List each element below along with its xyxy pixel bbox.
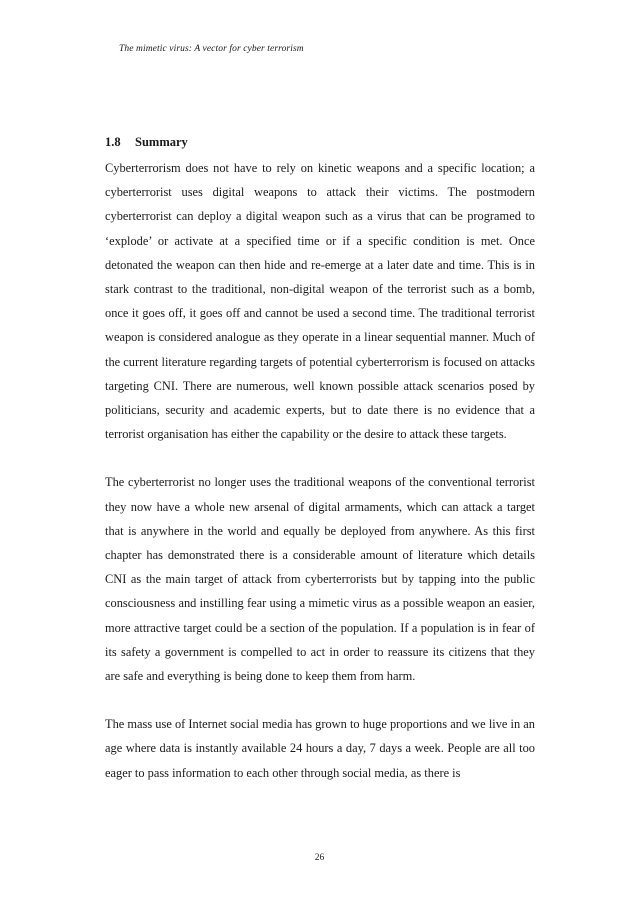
running-header: The mimetic virus: A vector for cyber terrorism <box>119 44 304 54</box>
paragraph-1: Cyberterrorism does not have to rely on kinetic weapons and a specific location; a cyberterrorist uses digital weapons to attack their victims. The postmodern cyberterrorist can deploy a digital weapon such as a virus that can be programed to ‘explode’ or activate at a specified time or if a specific condition is met. Once detonated the weapon can then hide and re-emerge at a later date and time. This is in stark contrast to the traditional, non-digital weapon of the terrorist such as a bomb, once it goes off, it goes off and cannot be used a second time. The traditional terrorist weapon is considered analogue as they operate in a linear sequential manner. Much of the current literature regarding targets of potential cyberterrorism is focused on attacks targeting CNI. There are numerous, well known possible attack scenarios posed by politicians, security and academic experts, but to date there is no evidence that a terrorist organisation has either the capability or the desire to attack these targets. <box>105 161 535 442</box>
page-number: 26 <box>314 853 325 863</box>
section-heading <box>105 132 535 152</box>
section-number: 1.8 <box>105 135 121 149</box>
page-body <box>105 132 535 809</box>
paragraph-2: The cyberterrorist no longer uses the traditional weapons of the conventional terrorist they now have a whole new arsenal of digital armaments, which can attack a target that is anywhere in the world and equally be deployed from anywhere. As this first chapter has demonstrated there is a considerable amount of literature which details CNI as the main target of attack from cyberterrorists but by tapping into the public consciousness and instilling fear using a mimetic virus as a possible weapon an easier, more attractive target could be a section of the population. If a population is in fear of its safety a government is compelled to act in order to reassure its citizens that they are safe and everything is being done to keep them from harm. <box>105 475 535 684</box>
section-title: Summary <box>135 135 188 149</box>
paragraph-3: The mass use of Internet social media has grown to huge proportions and we live in an age where data is instantly available 24 hours a day, 7 days a week. People are all too eager to pass information to each other through social media, as there is <box>105 717 535 780</box>
